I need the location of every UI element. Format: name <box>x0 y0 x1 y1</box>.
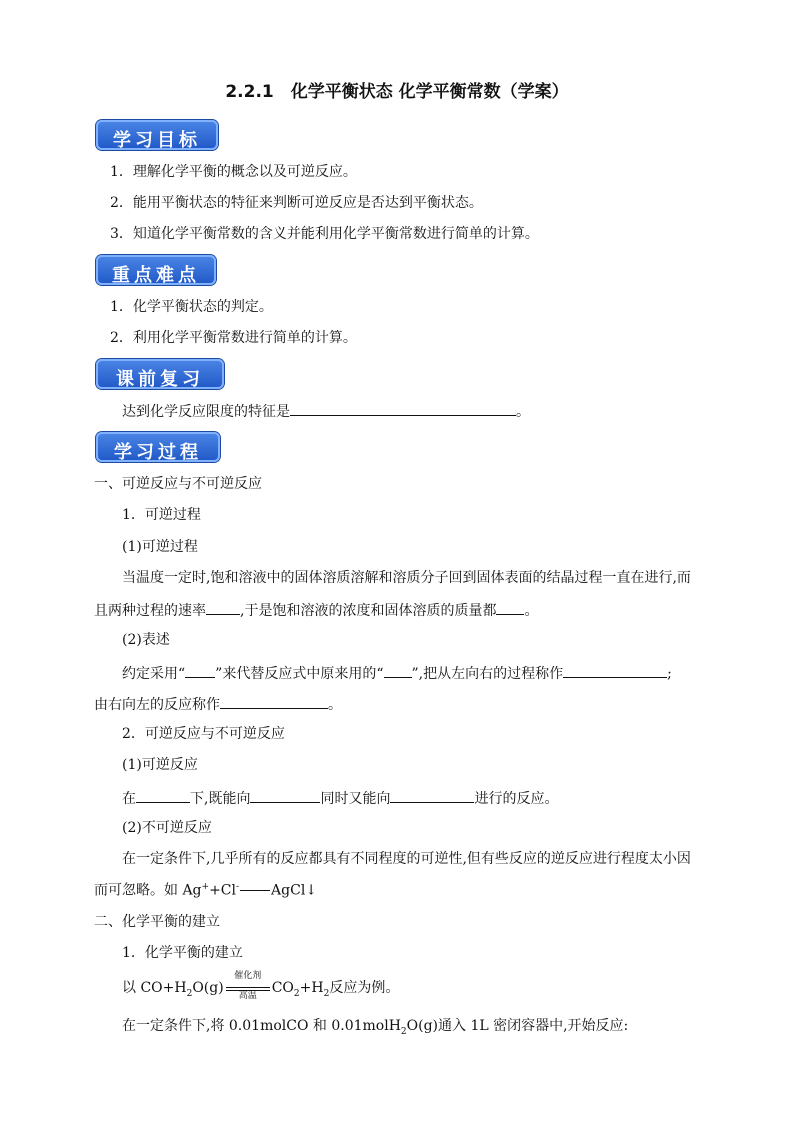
paragraph-line <box>122 971 400 1001</box>
text-span: +Cl <box>209 882 236 899</box>
heading-1: 一、可逆反应与不可逆反应 <box>94 476 262 492</box>
text-span: 。 <box>524 603 539 619</box>
heading-1-2: 2．可逆反应与不可逆反应 <box>122 726 285 742</box>
key-point-item: 1．化学平衡状态的判定。 <box>110 299 273 315</box>
section-badge-key-label: 重点难点 <box>112 265 200 286</box>
reaction-condition-heat: 高温 <box>238 991 257 1001</box>
text-span: +H <box>299 980 324 996</box>
paragraph-line <box>94 883 317 898</box>
text-span: ”,把从左向右的过程称作 <box>411 666 564 682</box>
subscript: 2 <box>186 988 193 999</box>
blank-line <box>220 696 328 709</box>
section-badge-goals-label: 学习目标 <box>113 130 201 151</box>
paragraph-line <box>122 790 558 806</box>
section-badge-review-label: 课前复习 <box>116 369 204 390</box>
review-text: 达到化学反应限度的特征是 <box>122 404 290 420</box>
text-span: O(g)通入 1L 密闭容器中,开始反应: <box>406 1018 629 1034</box>
goal-item: 1．理解化学平衡的概念以及可逆反应。 <box>110 164 357 180</box>
text-span: O(g) <box>192 980 224 996</box>
text-span: AgCl↓ <box>271 882 318 899</box>
blank-line <box>185 665 215 678</box>
blank-line <box>250 790 320 803</box>
paragraph-line <box>122 665 672 681</box>
blank-line <box>563 665 667 678</box>
heading-1-1-b: (2)表述 <box>122 632 170 648</box>
section-badge-key <box>96 255 216 285</box>
blank-line <box>390 790 474 803</box>
heading-1-1: 1．可逆过程 <box>122 507 201 523</box>
text-span: 。 <box>328 697 342 713</box>
superscript: + <box>201 882 210 892</box>
paragraph-line <box>94 696 342 712</box>
blank-line <box>384 665 412 678</box>
text-span: 同时又能向 <box>320 791 391 807</box>
blank-line <box>206 602 240 615</box>
superscript: - <box>236 882 240 892</box>
text-span: CO <box>271 980 294 996</box>
arrow-line <box>226 987 270 988</box>
blank-line <box>290 403 516 416</box>
text-span: 约定采用“ <box>122 666 186 682</box>
text-span: 而可忽略。如 Ag <box>94 882 202 899</box>
paragraph-line <box>122 1019 628 1037</box>
heading-2: 二、化学平衡的建立 <box>94 914 220 930</box>
key-point-item: 2．利用化学平衡常数进行简单的计算。 <box>110 330 357 346</box>
text-span: ,于是饱和溶液的浓度和固体溶质的质量都 <box>240 603 497 619</box>
text-span: 反应为例。 <box>329 980 400 996</box>
review-line <box>122 403 530 419</box>
text-span: 且两种过程的速率 <box>94 603 206 619</box>
paragraph-line: 当温度一定时,饱和溶液中的固体溶质溶解和溶质分子回到固体表面的结晶过程一直在进行,而 <box>122 570 691 586</box>
heading-2-1: 1．化学平衡的建立 <box>122 945 243 961</box>
section-badge-process-label: 学习过程 <box>114 442 202 463</box>
paragraph-line <box>94 602 538 618</box>
text-span: 由右向左的反应称作 <box>94 697 220 713</box>
text-span: 在一定条件下,将 0.01molCO 和 0.01molH <box>122 1018 401 1034</box>
reaction-condition-catalyst: 催化剂 <box>234 971 262 981</box>
heading-1-1-a: (1)可逆过程 <box>122 539 198 555</box>
text-span: ; <box>667 666 672 682</box>
heading-1-2-b: (2)不可逆反应 <box>122 820 212 836</box>
subscript: 2 <box>323 988 330 999</box>
text-span: ”来代替反应式中原来用的“ <box>215 666 384 682</box>
goal-item: 2．能用平衡状态的特征来判断可逆反应是否达到平衡状态。 <box>110 195 483 211</box>
text-span: 进行的反应。 <box>474 791 559 807</box>
section-badge-goals <box>96 120 218 150</box>
page-title: 2.2.1 化学平衡状态 化学平衡常数（学案） <box>225 82 569 102</box>
paragraph-line: 在一定条件下,几乎所有的反应都具有不同程度的可逆性,但有些反应的逆反应进行程度太小因 <box>122 851 691 867</box>
reversible-arrow-icon <box>224 971 272 1001</box>
text-span: 以 CO+H <box>122 980 187 996</box>
section-badge-review <box>96 359 224 389</box>
punct: 。 <box>516 404 530 420</box>
blank-line <box>496 602 524 615</box>
subscript: 2 <box>400 1026 407 1037</box>
reaction-arrow-icon <box>240 890 270 891</box>
text-span: 在 <box>122 791 136 807</box>
section-badge-process <box>96 432 220 462</box>
heading-1-2-a: (1)可逆反应 <box>122 757 198 773</box>
goal-item: 3．知道化学平衡常数的含义并能利用化学平衡常数进行简单的计算。 <box>110 226 539 242</box>
subscript: 2 <box>293 988 300 999</box>
text-span: 下,既能向 <box>190 791 251 807</box>
blank-line <box>136 790 190 803</box>
